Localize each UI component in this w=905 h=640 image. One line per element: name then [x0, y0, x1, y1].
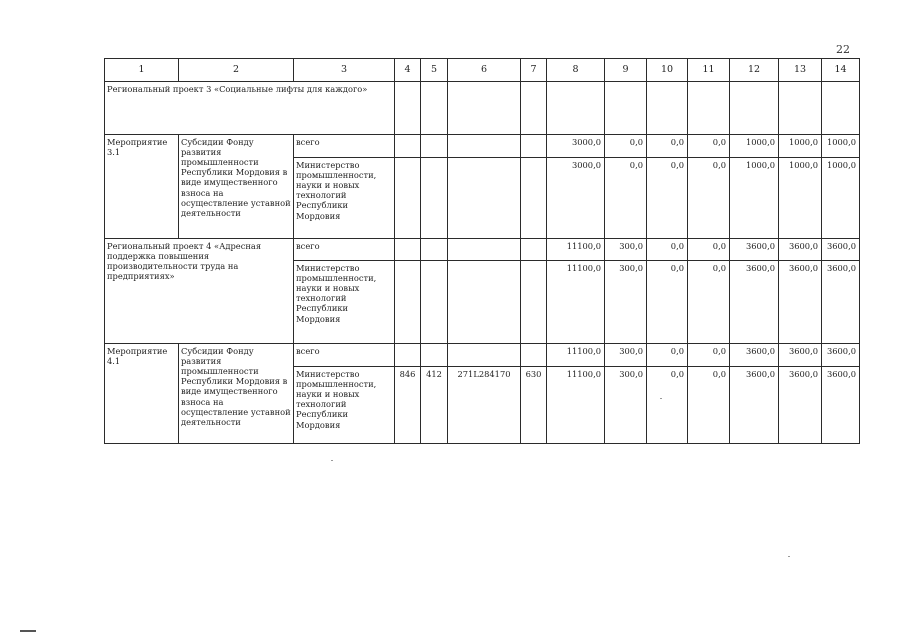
- scan-speck: [331, 460, 333, 461]
- value-cell-14: 3600,0: [822, 261, 860, 344]
- column-header-7: 7: [521, 59, 547, 82]
- code-cell-4: 846: [395, 367, 421, 444]
- column-header-12: 12: [730, 59, 779, 82]
- value-cell-13: 3600,0: [779, 367, 822, 444]
- budget-table: [104, 58, 860, 444]
- column-header-9: 9: [605, 59, 647, 82]
- column-header-8: 8: [547, 59, 605, 82]
- column-header-13: 13: [779, 59, 822, 82]
- value-cell-13: 1000,0: [779, 135, 822, 158]
- value-cell-14: 1000,0: [822, 158, 860, 239]
- empty-cell: [521, 82, 547, 135]
- column-header-5: 5: [421, 59, 448, 82]
- code-cell-6: [448, 344, 521, 367]
- value-cell-10: 0,0: [647, 239, 688, 261]
- code-cell-7: [521, 239, 547, 261]
- value-cell-8: 3000,0: [547, 158, 605, 239]
- column-header-4: 4: [395, 59, 421, 82]
- value-cell-9: 0,0: [605, 135, 647, 158]
- value-cell-10: 0,0: [647, 367, 688, 444]
- value-cell-10: 0,0: [647, 344, 688, 367]
- column-header-1: 1: [105, 59, 179, 82]
- empty-cell: [779, 82, 822, 135]
- value-cell-9: 300,0: [605, 367, 647, 444]
- value-cell-13: 1000,0: [779, 158, 822, 239]
- empty-cell: [688, 82, 730, 135]
- value-cell-11: 0,0: [688, 367, 730, 444]
- column-header-2: 2: [179, 59, 294, 82]
- code-cell-5: [421, 135, 448, 158]
- value-cell-11: 0,0: [688, 135, 730, 158]
- code-cell-7: [521, 261, 547, 344]
- executor-cell: Министерство промышленности, науки и новых технологий Республики Мордовия: [294, 367, 395, 444]
- executor-cell: всего: [294, 344, 395, 367]
- measure-4-1-label: Мероприятие 4.1: [105, 344, 179, 444]
- code-cell-5: [421, 158, 448, 239]
- code-cell-7: 630: [521, 367, 547, 444]
- column-header-row: [105, 59, 860, 82]
- value-cell-13: 3600,0: [779, 344, 822, 367]
- value-cell-9: 300,0: [605, 239, 647, 261]
- measure-3-1-description: Субсидии Фонду развития промышленности Республики Мордовия в виде имущественного взноса на осуществление уставной деятельности: [179, 135, 294, 239]
- value-cell-9: 300,0: [605, 261, 647, 344]
- empty-cell: [448, 82, 521, 135]
- code-cell-6: [448, 261, 521, 344]
- value-cell-11: 0,0: [688, 344, 730, 367]
- value-cell-12: 1000,0: [730, 135, 779, 158]
- value-cell-12: 1000,0: [730, 158, 779, 239]
- value-cell-11: 0,0: [688, 158, 730, 239]
- value-cell-14: 3600,0: [822, 367, 860, 444]
- value-cell-10: 0,0: [647, 158, 688, 239]
- value-cell-11: 0,0: [688, 239, 730, 261]
- measure-4-1-description: Субсидии Фонду развития промышленности Республики Мордовия в виде имущественного взноса на осуществление уставной деятельности: [179, 344, 294, 444]
- column-header-10: 10: [647, 59, 688, 82]
- empty-cell: [822, 82, 860, 135]
- value-cell-9: 0,0: [605, 158, 647, 239]
- empty-cell: [547, 82, 605, 135]
- value-cell-8: 11100,0: [547, 367, 605, 444]
- code-cell-5: [421, 261, 448, 344]
- measure-4-1-total-row: [105, 344, 860, 367]
- measure-3-1-label: Мероприятие 3.1: [105, 135, 179, 239]
- column-header-3: 3: [294, 59, 395, 82]
- scan-edge-mark: [20, 630, 36, 632]
- empty-cell: [605, 82, 647, 135]
- empty-cell: [647, 82, 688, 135]
- code-cell-7: [521, 158, 547, 239]
- empty-cell: [730, 82, 779, 135]
- value-cell-14: 1000,0: [822, 135, 860, 158]
- code-cell-7: [521, 135, 547, 158]
- regional-project-4-total-row: [105, 239, 860, 261]
- value-cell-12: 3600,0: [730, 344, 779, 367]
- code-cell-6: [448, 239, 521, 261]
- value-cell-8: 11100,0: [547, 261, 605, 344]
- value-cell-14: 3600,0: [822, 239, 860, 261]
- empty-cell: [421, 82, 448, 135]
- code-cell-5: [421, 344, 448, 367]
- executor-cell: Министерство промышленности, науки и новых технологий Республики Мордовия: [294, 261, 395, 344]
- regional-project-3-title: Региональный проект 3 «Социальные лифты для каждого»: [105, 82, 395, 135]
- measure-3-1-total-row: [105, 135, 860, 158]
- code-cell-5: 412: [421, 367, 448, 444]
- value-cell-10: 0,0: [647, 261, 688, 344]
- code-cell-6: [448, 158, 521, 239]
- code-cell-4: [395, 344, 421, 367]
- value-cell-8: 11100,0: [547, 344, 605, 367]
- code-cell-6: 271L284170: [448, 367, 521, 444]
- executor-cell: Министерство промышленности, науки и новых технологий Республики Мордовия: [294, 158, 395, 239]
- code-cell-7: [521, 344, 547, 367]
- value-cell-13: 3600,0: [779, 239, 822, 261]
- value-cell-14: 3600,0: [822, 344, 860, 367]
- scan-speck: [788, 556, 790, 557]
- scan-speck: [660, 398, 662, 399]
- empty-cell: [395, 82, 421, 135]
- code-cell-4: [395, 239, 421, 261]
- regional-project-4-title: Региональный проект 4 «Адресная поддержка повышения производительности труда на предприятиях»: [105, 239, 294, 344]
- value-cell-11: 0,0: [688, 261, 730, 344]
- executor-cell: всего: [294, 135, 395, 158]
- code-cell-4: [395, 135, 421, 158]
- value-cell-12: 3600,0: [730, 367, 779, 444]
- page-number: 22: [836, 43, 850, 56]
- regional-project-3-row: [105, 82, 860, 135]
- value-cell-13: 3600,0: [779, 261, 822, 344]
- code-cell-4: [395, 158, 421, 239]
- value-cell-12: 3600,0: [730, 239, 779, 261]
- column-header-6: 6: [448, 59, 521, 82]
- value-cell-8: 3000,0: [547, 135, 605, 158]
- code-cell-4: [395, 261, 421, 344]
- column-header-14: 14: [822, 59, 860, 82]
- value-cell-10: 0,0: [647, 135, 688, 158]
- code-cell-5: [421, 239, 448, 261]
- column-header-11: 11: [688, 59, 730, 82]
- value-cell-9: 300,0: [605, 344, 647, 367]
- code-cell-6: [448, 135, 521, 158]
- executor-cell: всего: [294, 239, 395, 261]
- value-cell-8: 11100,0: [547, 239, 605, 261]
- value-cell-12: 3600,0: [730, 261, 779, 344]
